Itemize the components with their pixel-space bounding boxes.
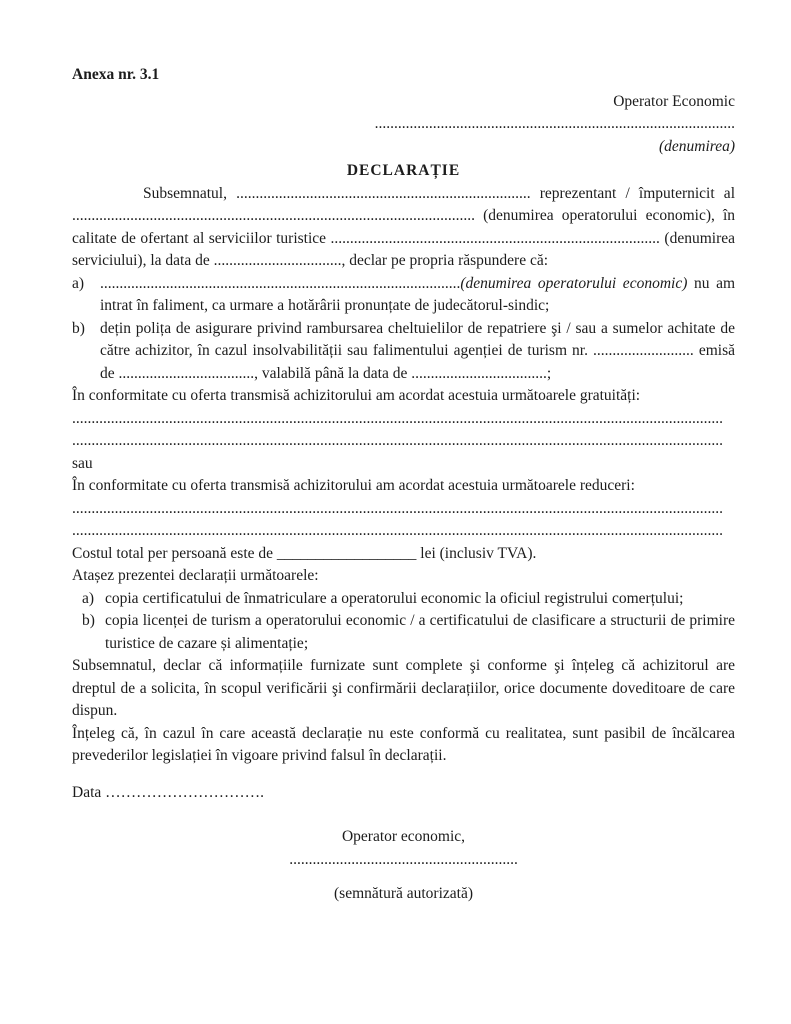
signature-line: ........................................................... (289, 850, 518, 868)
signature-label: Operator economic, (341, 828, 466, 845)
closing-paragraph-1: Subsemnatul, declar că informațiile furnizate sunt complete şi conforme şi înțeleg că achizitorul are dreptul de a solicita, în scopul verificării şi confirmării declarațiilor, orice documente doveditoare de care dispun. (72, 657, 735, 719)
declaration-item-a (72, 273, 735, 318)
item-a-text (100, 273, 735, 318)
attachment-b-text: copia licenței de turism a operatorului economic / a certificatului de clasificare a structurii de primire turistice de cazare și alimentație; (105, 612, 735, 652)
item-b-marker: b) (72, 319, 85, 337)
item-a-body: nu am intrat în faliment, ca urmare a hotărârii pronunțate de judecătorul-sindic; (100, 274, 736, 314)
annex-label: Anexa nr. 3.1 (72, 66, 160, 83)
signature-block (72, 826, 735, 906)
attachments-heading: Atașez prezentei declarații următoarele: (72, 567, 319, 584)
signature-hint: (semnătură autorizată) (334, 885, 473, 902)
operator-economic-label: Operator Economic (613, 92, 735, 110)
reductions-blank-line-1: ........................................................................................................................................................................ (72, 499, 723, 517)
attachment-item-a (82, 588, 735, 611)
operator-name-hint: (denumirea) (658, 137, 735, 155)
gratuities-blank-line-1: ........................................................................................................................................................................ (72, 409, 723, 427)
cost-pre-text: Costul total per persoană este de (72, 544, 277, 562)
item-a-denumirea: (denumirea operatorului economic) (460, 274, 688, 292)
sau-label: sau (72, 454, 93, 472)
gratuities-blank-line-2: ........................................................................................................................................................................ (72, 432, 723, 449)
cost-total-line (72, 543, 735, 566)
cost-post-text: lei (inclusiv TVA). (416, 544, 537, 562)
gratuities-heading: În conformitate cu oferta transmisă achizitorului am acordat acestuia următoarele gratuități: (72, 387, 641, 404)
attachment-a-marker: a) (82, 589, 95, 607)
attachment-a-text: copia certificatului de înmatriculare a operatorului economic la oficiul registrului comerțului; (105, 589, 684, 607)
reductions-heading: În conformitate cu oferta transmisă achizitorului am acordat acestuia următoarele reduceri: (72, 477, 635, 494)
closing-paragraph-2: Înțeleg că, în cazul în care această declarație nu este conformă cu realitatea, sunt pasibil de încălcarea prevederilor legislației în vigoare privind falsul în declarații. (72, 724, 735, 764)
attachment-b-marker: b) (82, 612, 95, 629)
cost-amount-blank: __________________ (276, 544, 417, 562)
intro-paragraph: Subsemnatul, ............................................................................ reprezentant / împuternicit al ........................................................................................................ (denumirea operatorului economic), în calitate de ofertant al serviciilor turistice ..................................................................................... (denumirea serviciului), la data de ................................., declar pe propria răspundere că: (72, 184, 735, 269)
operator-name-blank: ............................................................................................. (374, 115, 735, 132)
item-a-marker: a) (72, 274, 85, 292)
declaration-item-b (72, 318, 735, 386)
item-a-blank: ............................................................................................. (100, 274, 461, 292)
document-title: DECLARAȚIE (346, 162, 461, 179)
date-line: Data …………………………. (72, 783, 265, 801)
item-b-text: dețin polița de asigurare privind rambursarea cheltuielilor de repatriere şi / sau a sumelor achitate de către achizitor, în cazul insolvabilității sau falimentului agenției de turism nr. .......................... emisă de ..................................., valabilă până la data de ...................................; (100, 319, 735, 382)
attachment-item-b (82, 610, 735, 655)
operator-header (72, 91, 735, 159)
reductions-blank-line-2: ........................................................................................................................................................................ (72, 522, 723, 539)
